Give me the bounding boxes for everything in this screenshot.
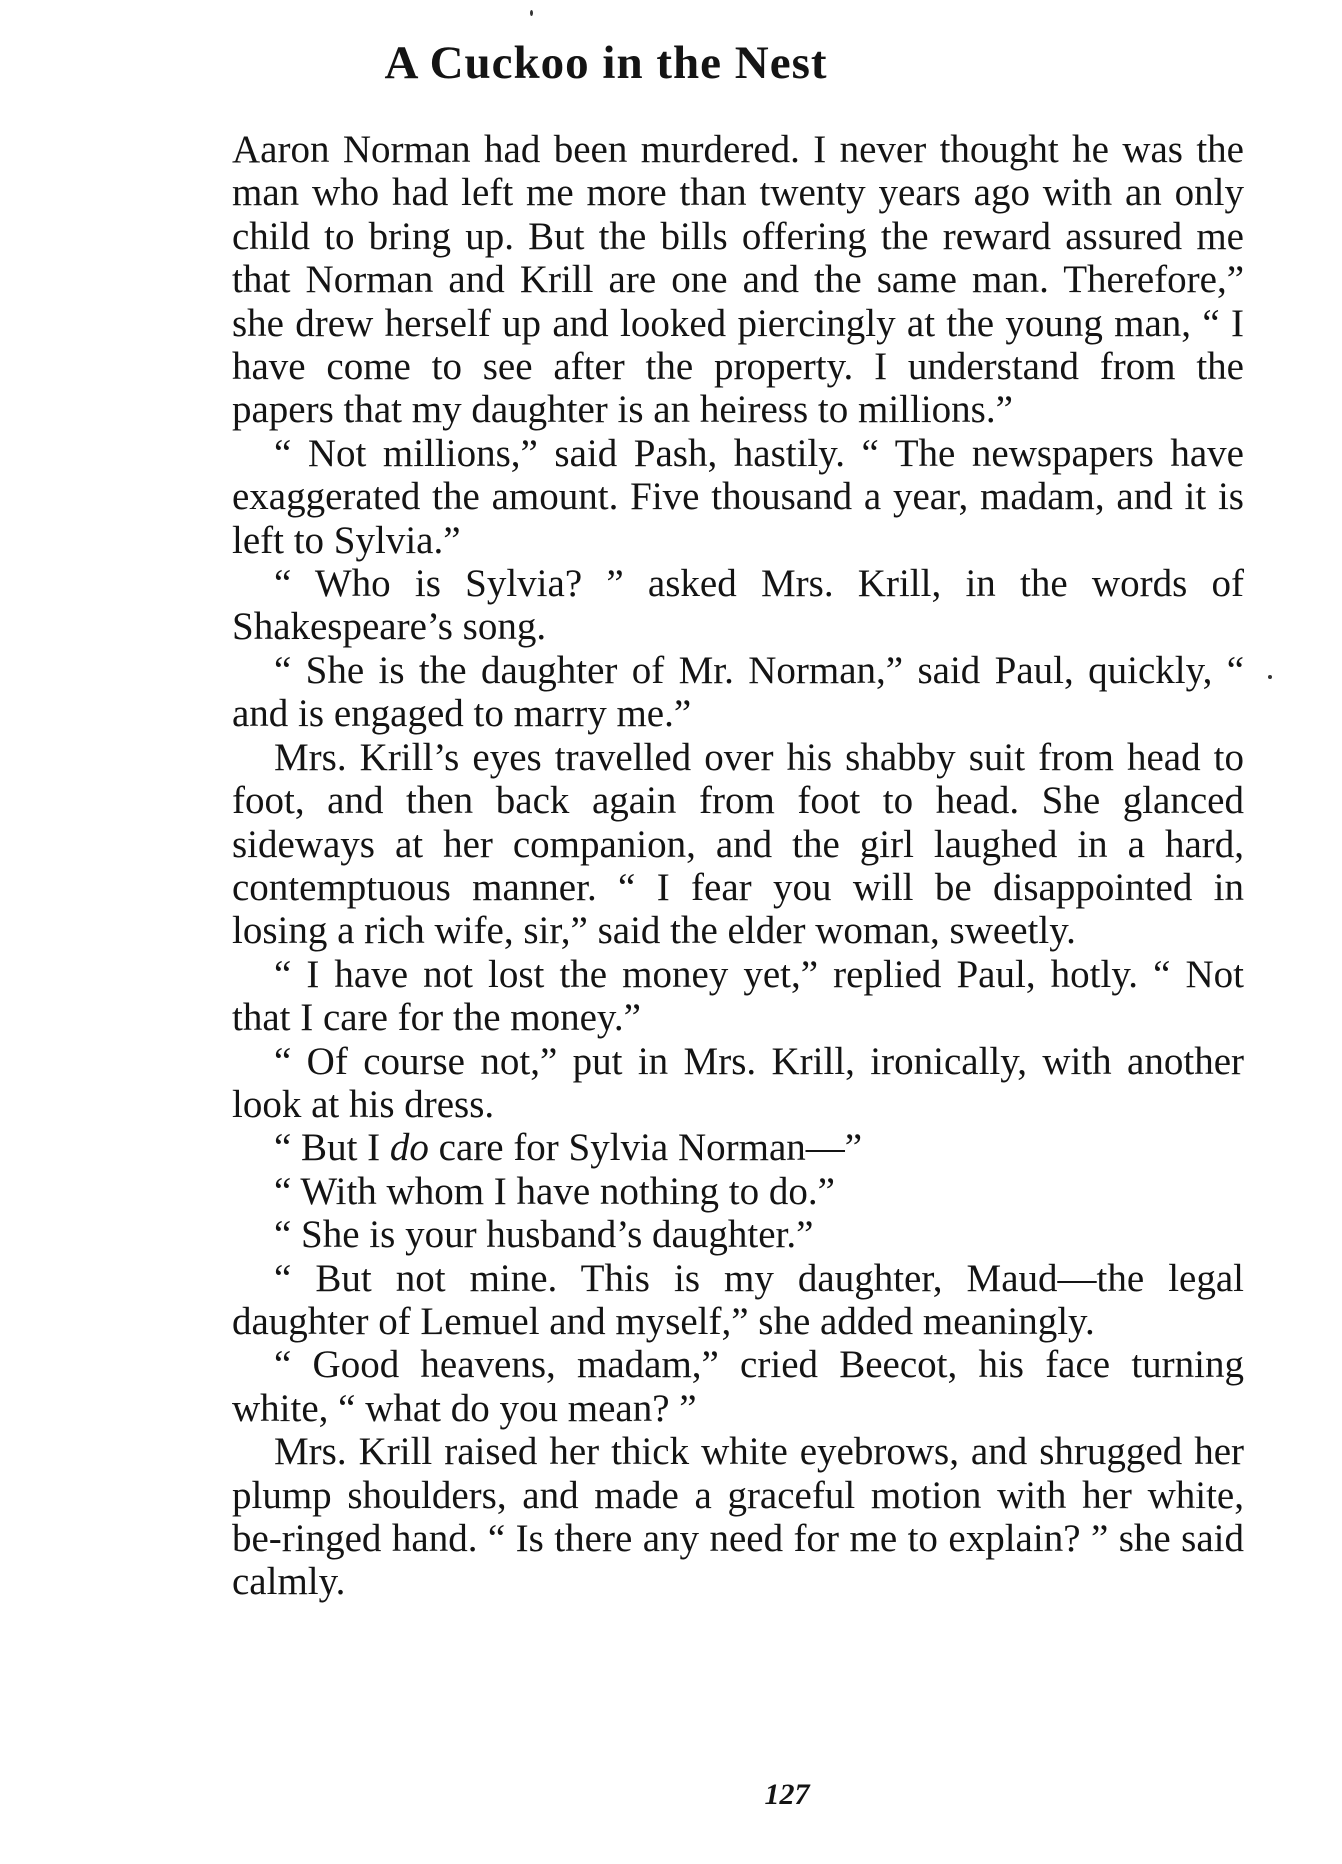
paragraph: Mrs. Krill raised her thick white eyebrows, and shrugged her plump shoulders, and made a graceful motion with her white, be-ringed hand. “ Is there any need for me to explain? ” she said calmly. [232,1430,1244,1604]
paragraph: Mrs. Krill’s eyes travelled over his shabby suit from head to foot, and then back again from foot to head. She glanced sideways at her companion, and the girl laughed in a hard, contemptuous manner. “ I fear you will be disappointed in losing a rich wife, sir,” said the elder woman, sweetly. [232,735,1244,953]
paragraph: “ She is your husband’s daughter.” [274,1213,814,1257]
paragraph: Aaron Norman had been murdered. I never thought he was the man who had left me more than twenty years ago with an only child to bring up. But the bills offering the reward assured me that Norman and Krill are one and the same man. Therefore,” she drew herself up and looked piercingly at the young man, “ I have come to see after the property. I understand from the papers that my daughter is an heiress to millions.” [232,128,1244,432]
body-text [232,128,1244,1604]
paragraph: “ But I do care for Sylvia Norman—” [274,1126,863,1170]
running-header: A Cuckoo in the Nest [384,37,828,89]
paragraph: “ Good heavens, madam,” cried Beecot, his face turning white, “ what do you mean? ” [232,1343,1244,1430]
paragraph: “ Who is Sylvia? ” asked Mrs. Krill, in the words of Shakespeare’s song. [232,562,1244,649]
paragraph: “ Not millions,” said Pash, hastily. “ The newspapers have exaggerated the amount. Five thousand a year, madam, and it is left to Sylvia.” [232,431,1244,562]
paragraph: “ But not mine. This is my daughter, Maud—the legal daughter of Lemuel and myself,” she added meaningly. [232,1256,1244,1343]
paragraph: “ She is the daughter of Mr. Norman,” said Paul, quickly, “ and is engaged to marry me.” [232,648,1244,736]
paragraph: “ With whom I have nothing to do.” [274,1169,835,1213]
paragraph: “ I have not lost the money yet,” replied Paul, hotly. “ Not that I care for the money.” [232,952,1244,1040]
page-number: 127 [764,1778,810,1811]
italic-emphasis: do [389,1126,429,1170]
print-speck [530,10,533,16]
print-speck [1268,675,1272,679]
paragraph: “ Of course not,” put in Mrs. Krill, ironically, with another look at his dress. [232,1039,1244,1126]
